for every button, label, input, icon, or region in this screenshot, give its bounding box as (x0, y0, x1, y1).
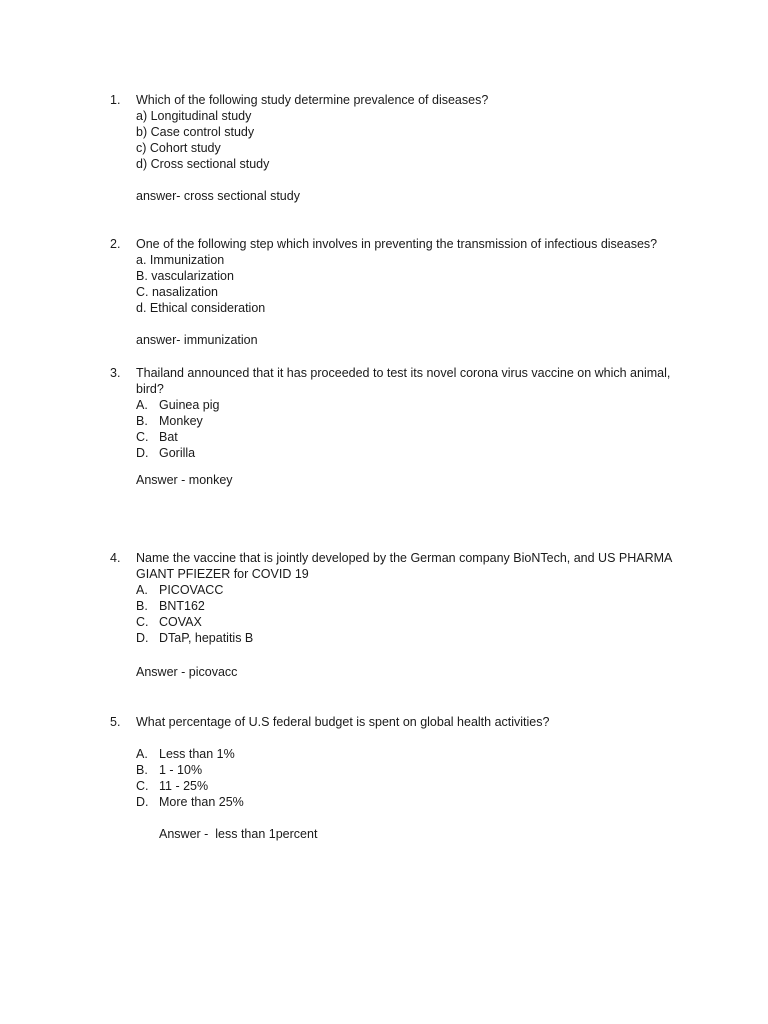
option-letter: C. (136, 779, 149, 793)
answer-text: Answer - monkey (136, 473, 233, 487)
option-d (136, 794, 690, 810)
option-letter: C. (136, 615, 149, 629)
question-number: 1. (110, 93, 121, 107)
option-d: d. Ethical consideration (136, 301, 266, 315)
question-number: 2. (110, 237, 121, 251)
option-letter: C. (136, 430, 149, 444)
option-a: a. Immunization (136, 253, 225, 267)
option-text: PICOVACC (159, 583, 224, 597)
answer-text: Answer - less than 1percent (159, 827, 318, 841)
option-letter: B. (136, 414, 148, 428)
question-text-line-1: Thailand announced that it has proceeded to test its novel corona virus vaccine on which animal, (136, 366, 671, 380)
option-a (136, 746, 690, 762)
option-d (136, 445, 690, 461)
option-a: a) Longitudinal study (136, 109, 252, 123)
option-text: 11 - 25% (159, 779, 209, 793)
question-number: 3. (110, 366, 121, 380)
question-text: Which of the following study determine prevalence of diseases? (136, 93, 489, 107)
question-number: 4. (110, 551, 121, 565)
question-text-line-2: bird? (136, 382, 164, 396)
question-4 (110, 550, 690, 680)
question-3 (110, 365, 690, 488)
question-text-line-1: Name the vaccine that is jointly developed by the German company BioNTech, and US PHARMA (136, 551, 673, 565)
question-text: One of the following step which involves in preventing the transmission of infectious diseases? (136, 237, 658, 251)
option-text: Bat (159, 430, 178, 444)
option-b: b) Case control study (136, 125, 255, 139)
option-letter: D. (136, 795, 149, 809)
option-text: BNT162 (159, 599, 205, 613)
option-text: Guinea pig (159, 398, 220, 412)
answer-text: answer- immunization (136, 333, 258, 347)
option-text: Gorilla (159, 446, 196, 460)
option-text: DTaP, hepatitis B (159, 631, 254, 645)
option-b (136, 762, 690, 778)
option-c (136, 778, 690, 794)
option-letter: A. (136, 747, 148, 761)
option-c (136, 429, 690, 445)
option-b (136, 413, 690, 429)
option-text: More than 25% (159, 795, 244, 809)
question-number: 5. (110, 715, 121, 729)
option-text: Less than 1% (159, 747, 235, 761)
option-letter: D. (136, 631, 149, 645)
option-letter: D. (136, 446, 149, 460)
question-5 (110, 714, 690, 842)
question-2 (110, 236, 690, 348)
option-d (136, 630, 690, 646)
option-a (136, 582, 690, 598)
option-d: d) Cross sectional study (136, 157, 270, 171)
option-c (136, 614, 690, 630)
option-letter: A. (136, 583, 148, 597)
option-b: B. vascularization (136, 269, 234, 283)
option-a (136, 397, 690, 413)
answer-text: answer- cross sectional study (136, 189, 300, 203)
answer-text: Answer - picovacc (136, 665, 238, 679)
option-letter: A. (136, 398, 148, 412)
question-text: What percentage of U.S federal budget is spent on global health activities? (136, 715, 550, 729)
option-c: C. nasalization (136, 285, 218, 299)
option-text: Monkey (159, 414, 203, 428)
option-letter: B. (136, 599, 148, 613)
option-c: c) Cohort study (136, 141, 221, 155)
option-letter: B. (136, 763, 148, 777)
question-1 (110, 92, 690, 204)
option-text: 1 - 10% (159, 763, 203, 777)
question-text-line-2: GIANT PFIEZER for COVID 19 (136, 567, 309, 581)
option-b (136, 598, 690, 614)
option-text: COVAX (159, 615, 202, 629)
